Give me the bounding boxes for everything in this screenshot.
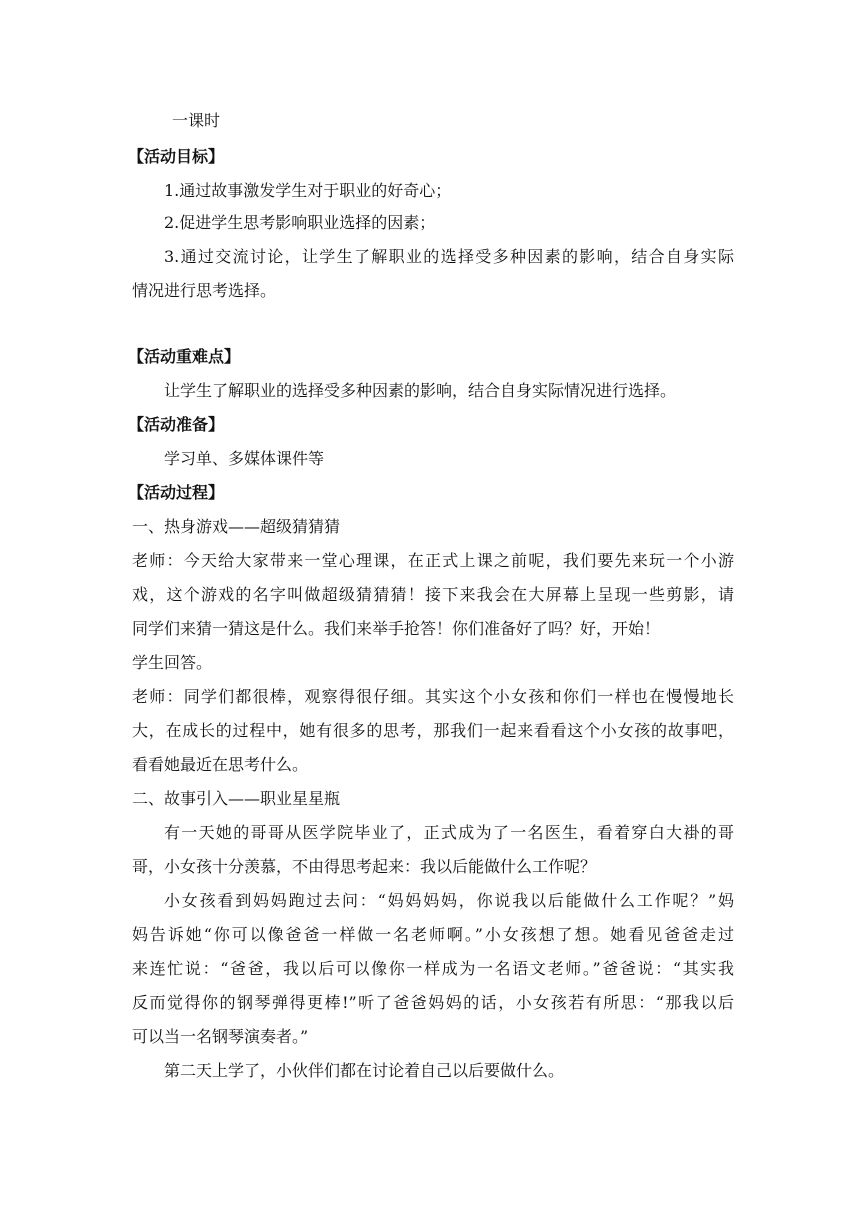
student-answer-text: 学生回答。 bbox=[132, 653, 213, 672]
heading-activity-preparation: 【活动准备】 bbox=[128, 415, 225, 434]
goal-item-2: 2.促进学生思考影响职业选择的因素； bbox=[164, 213, 436, 232]
story-paragraph-2-line-2: 妈告诉她“你可以像爸爸一样做一名老师啊。”小女孩想了想。她看见爸爸走过 bbox=[132, 925, 734, 944]
heading-activity-process: 【活动过程】 bbox=[128, 483, 225, 502]
heading-key-difficulties: 【活动重难点】 bbox=[128, 347, 241, 366]
story-paragraph-3: 第二天上学了，小伙伴们都在讨论着自己以后要做什么。 bbox=[164, 1061, 565, 1080]
heading-activity-goals: 【活动目标】 bbox=[128, 147, 225, 166]
story-paragraph-1-line-2: 哥，小女孩十分羡慕，不由得思考起来：我以后能做什么工作呢？ bbox=[132, 857, 597, 876]
story-paragraph-2-line-1: 小女孩看到妈妈跑过去问：“妈妈妈妈，你说我以后能做什么工作呢？”妈 bbox=[164, 891, 734, 910]
story-paragraph-2-line-4: 反而觉得你的钢琴弹得更棒!”听了爸爸妈妈的话，小女孩若有所思：“那我以后 bbox=[132, 993, 734, 1012]
goal-item-3: 3.通过交流讨论，让学生了解职业的选择受多种因素的影响，结合自身实际 bbox=[164, 247, 734, 266]
teacher-paragraph-2-line-2: 大，在成长的过程中，她有很多的思考，那我们一起来看看这个小女孩的故事吧， bbox=[132, 721, 734, 740]
story-paragraph-2-line-5: 可以当一名钢琴演奏者。” bbox=[132, 1027, 309, 1046]
goal-item-1: 1.通过故事激发学生对于职业的好奇心； bbox=[164, 181, 452, 200]
key-difficulties-text: 让学生了解职业的选择受多种因素的影响，结合自身实际情况进行选择。 bbox=[164, 381, 677, 400]
story-paragraph-1-line-1: 有一天她的哥哥从医学院毕业了，正式成为了一名医生，看着穿白大褂的哥 bbox=[164, 823, 734, 842]
teacher-paragraph-2-line-3: 看看她最近在思考什么。 bbox=[132, 755, 309, 774]
section-2-title: 二、故事引入——职业星星瓶 bbox=[132, 789, 341, 808]
section-1-title: 一、热身游戏——超级猜猜猜 bbox=[132, 517, 341, 536]
teacher-paragraph-1-line-2: 戏，这个游戏的名字叫做超级猜猜猜！接下来我会在大屏幕上呈现一些剪影，请 bbox=[132, 585, 734, 604]
story-paragraph-2-line-3: 来连忙说：“爸爸，我以后可以像你一样成为一名语文老师。”爸爸说：“其实我 bbox=[132, 959, 734, 978]
goal-item-3-continued: 情况进行思考选择。 bbox=[132, 281, 277, 300]
teacher-paragraph-1-line-1: 老师：今天给大家带来一堂心理课，在正式上课之前呢，我们要先来玩一个小游 bbox=[132, 551, 734, 570]
class-hours-text: 一课时 bbox=[172, 111, 221, 130]
preparation-text: 学习单、多媒体课件等 bbox=[164, 449, 325, 468]
teacher-paragraph-2-line-1: 老师：同学们都很棒，观察得很仔细。其实这个小女孩和你们一样也在慢慢地长 bbox=[132, 687, 734, 706]
teacher-paragraph-1-line-3: 同学们来猜一猜这是什么。我们来举手抢答！你们准备好了吗？好，开始！ bbox=[132, 619, 661, 638]
